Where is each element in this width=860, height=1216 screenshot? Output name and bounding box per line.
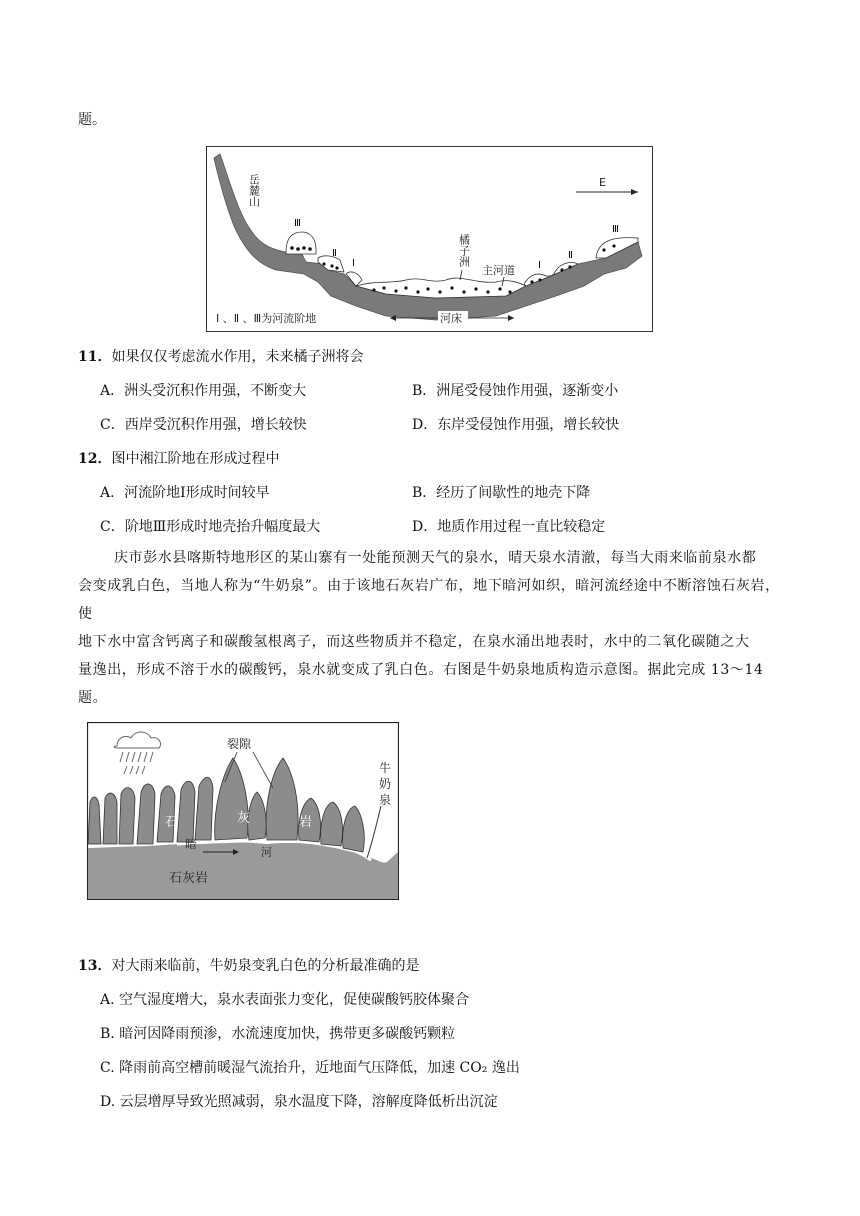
question-stem: 如果仅仅考虑流水作用，未来橘子洲将会 [111, 349, 364, 365]
question-number: 12． [78, 451, 112, 467]
option-b[interactable]: B．经历了间歇性的地壳下降 [412, 485, 591, 501]
passage-line: 地下水中富含钙离子和碳酸氢根离子，而这些物质并不稳定，在泉水涌出地表时，水中的二氧化碳随之大 [78, 634, 750, 650]
base-rock-label: 石灰岩 [169, 871, 209, 886]
riverbed-label: 河床 [440, 312, 462, 325]
terrace-label: Ⅱ [568, 250, 573, 261]
question-13 [78, 956, 419, 976]
question-stem: 对大雨来临前，牛奶泉变乳白色的分析最准确的是 [111, 958, 420, 974]
question-number: 11． [78, 349, 112, 365]
terrace-label: Ⅱ [332, 248, 337, 259]
passage-line: 量逸出，形成不溶于水的碳酸钙，泉水就变成了乳白色。右图是牛奶泉地质构造示意图。据此完成 13～14 [78, 662, 764, 678]
fissure-label: 裂隙 [227, 737, 252, 751]
option-c[interactable]: C．阶地Ⅲ形成时地壳抬升幅度最大 [100, 519, 321, 535]
terrace-label: Ⅰ [352, 258, 355, 269]
direction-label: E [599, 176, 606, 189]
terrace-label: Ⅰ [538, 260, 541, 271]
terrace-label: Ⅲ [612, 224, 619, 235]
milk-spring-figure [87, 722, 399, 900]
river-terrace-figure [206, 146, 653, 332]
passage-line: 会变成乳白色，当地人称为“牛奶泉”。由于该地石灰岩广布，地下暗河如织，暗河流经途中不断溶蚀石灰岩，使 [78, 578, 780, 622]
option-d[interactable]: D. 云层增厚导致光照减弱，泉水温度下降，溶解度降低析出沉淀 [100, 1094, 498, 1110]
question-number: 13． [78, 958, 112, 974]
option-c[interactable]: C. 降雨前高空槽前暖湿气流抬升，近地面气压降低，加速 CO₂ 逸出 [100, 1060, 520, 1076]
passage-line: 题。 [78, 690, 108, 706]
figure1-legend: Ⅰ 、Ⅱ 、Ⅲ为河流阶地 [216, 312, 317, 325]
option-d[interactable]: D．地质作用过程一直比较稳定 [412, 519, 606, 535]
spring-label: 泉 [379, 793, 392, 807]
spring-label: 牛 [379, 761, 392, 775]
spring-label: 奶 [379, 777, 392, 791]
island-label: 橘子洲 [457, 234, 471, 267]
option-b[interactable]: B．洲尾受侵蚀作用强，逐渐变小 [412, 383, 619, 399]
intro-tail: 题。 [78, 112, 106, 128]
river-label: 暗 [185, 837, 198, 851]
question-12 [78, 449, 279, 469]
rock-label: 灰 [237, 811, 251, 826]
question-11 [78, 347, 363, 367]
option-b[interactable]: B. 暗河因降雨预渗，水流速度加快，携带更多碳酸钙颗粒 [100, 1026, 456, 1042]
option-a[interactable]: A．洲头受沉积作用强，不断变大 [100, 383, 307, 399]
option-a[interactable]: A．河流阶地Ⅰ形成时间较早 [100, 485, 270, 501]
mountain-label: 岳麓山 [247, 174, 261, 207]
passage [78, 544, 788, 712]
river-label: 河 [261, 846, 272, 859]
channel-label: 主河道 [482, 264, 515, 277]
option-a[interactable]: A. 空气湿度增大，泉水表面张力变化，促使碳酸钙胶体聚合 [100, 992, 470, 1008]
rock-label: 岩 [299, 815, 313, 830]
option-c[interactable]: C．西岸受沉积作用强，增长较快 [100, 417, 307, 433]
question-stem: 图中湘江阶地在形成过程中 [111, 451, 280, 467]
option-d[interactable]: D．东岸受侵蚀作用强，增长较快 [412, 417, 620, 433]
rock-label: 石 [165, 815, 179, 830]
terrace-label: Ⅲ [294, 218, 301, 229]
passage-line: 庆市彭水县喀斯特地形区的某山寨有一处能预测天气的泉水，晴天泉水清澈，每当大雨来临前泉水都 [114, 550, 757, 566]
